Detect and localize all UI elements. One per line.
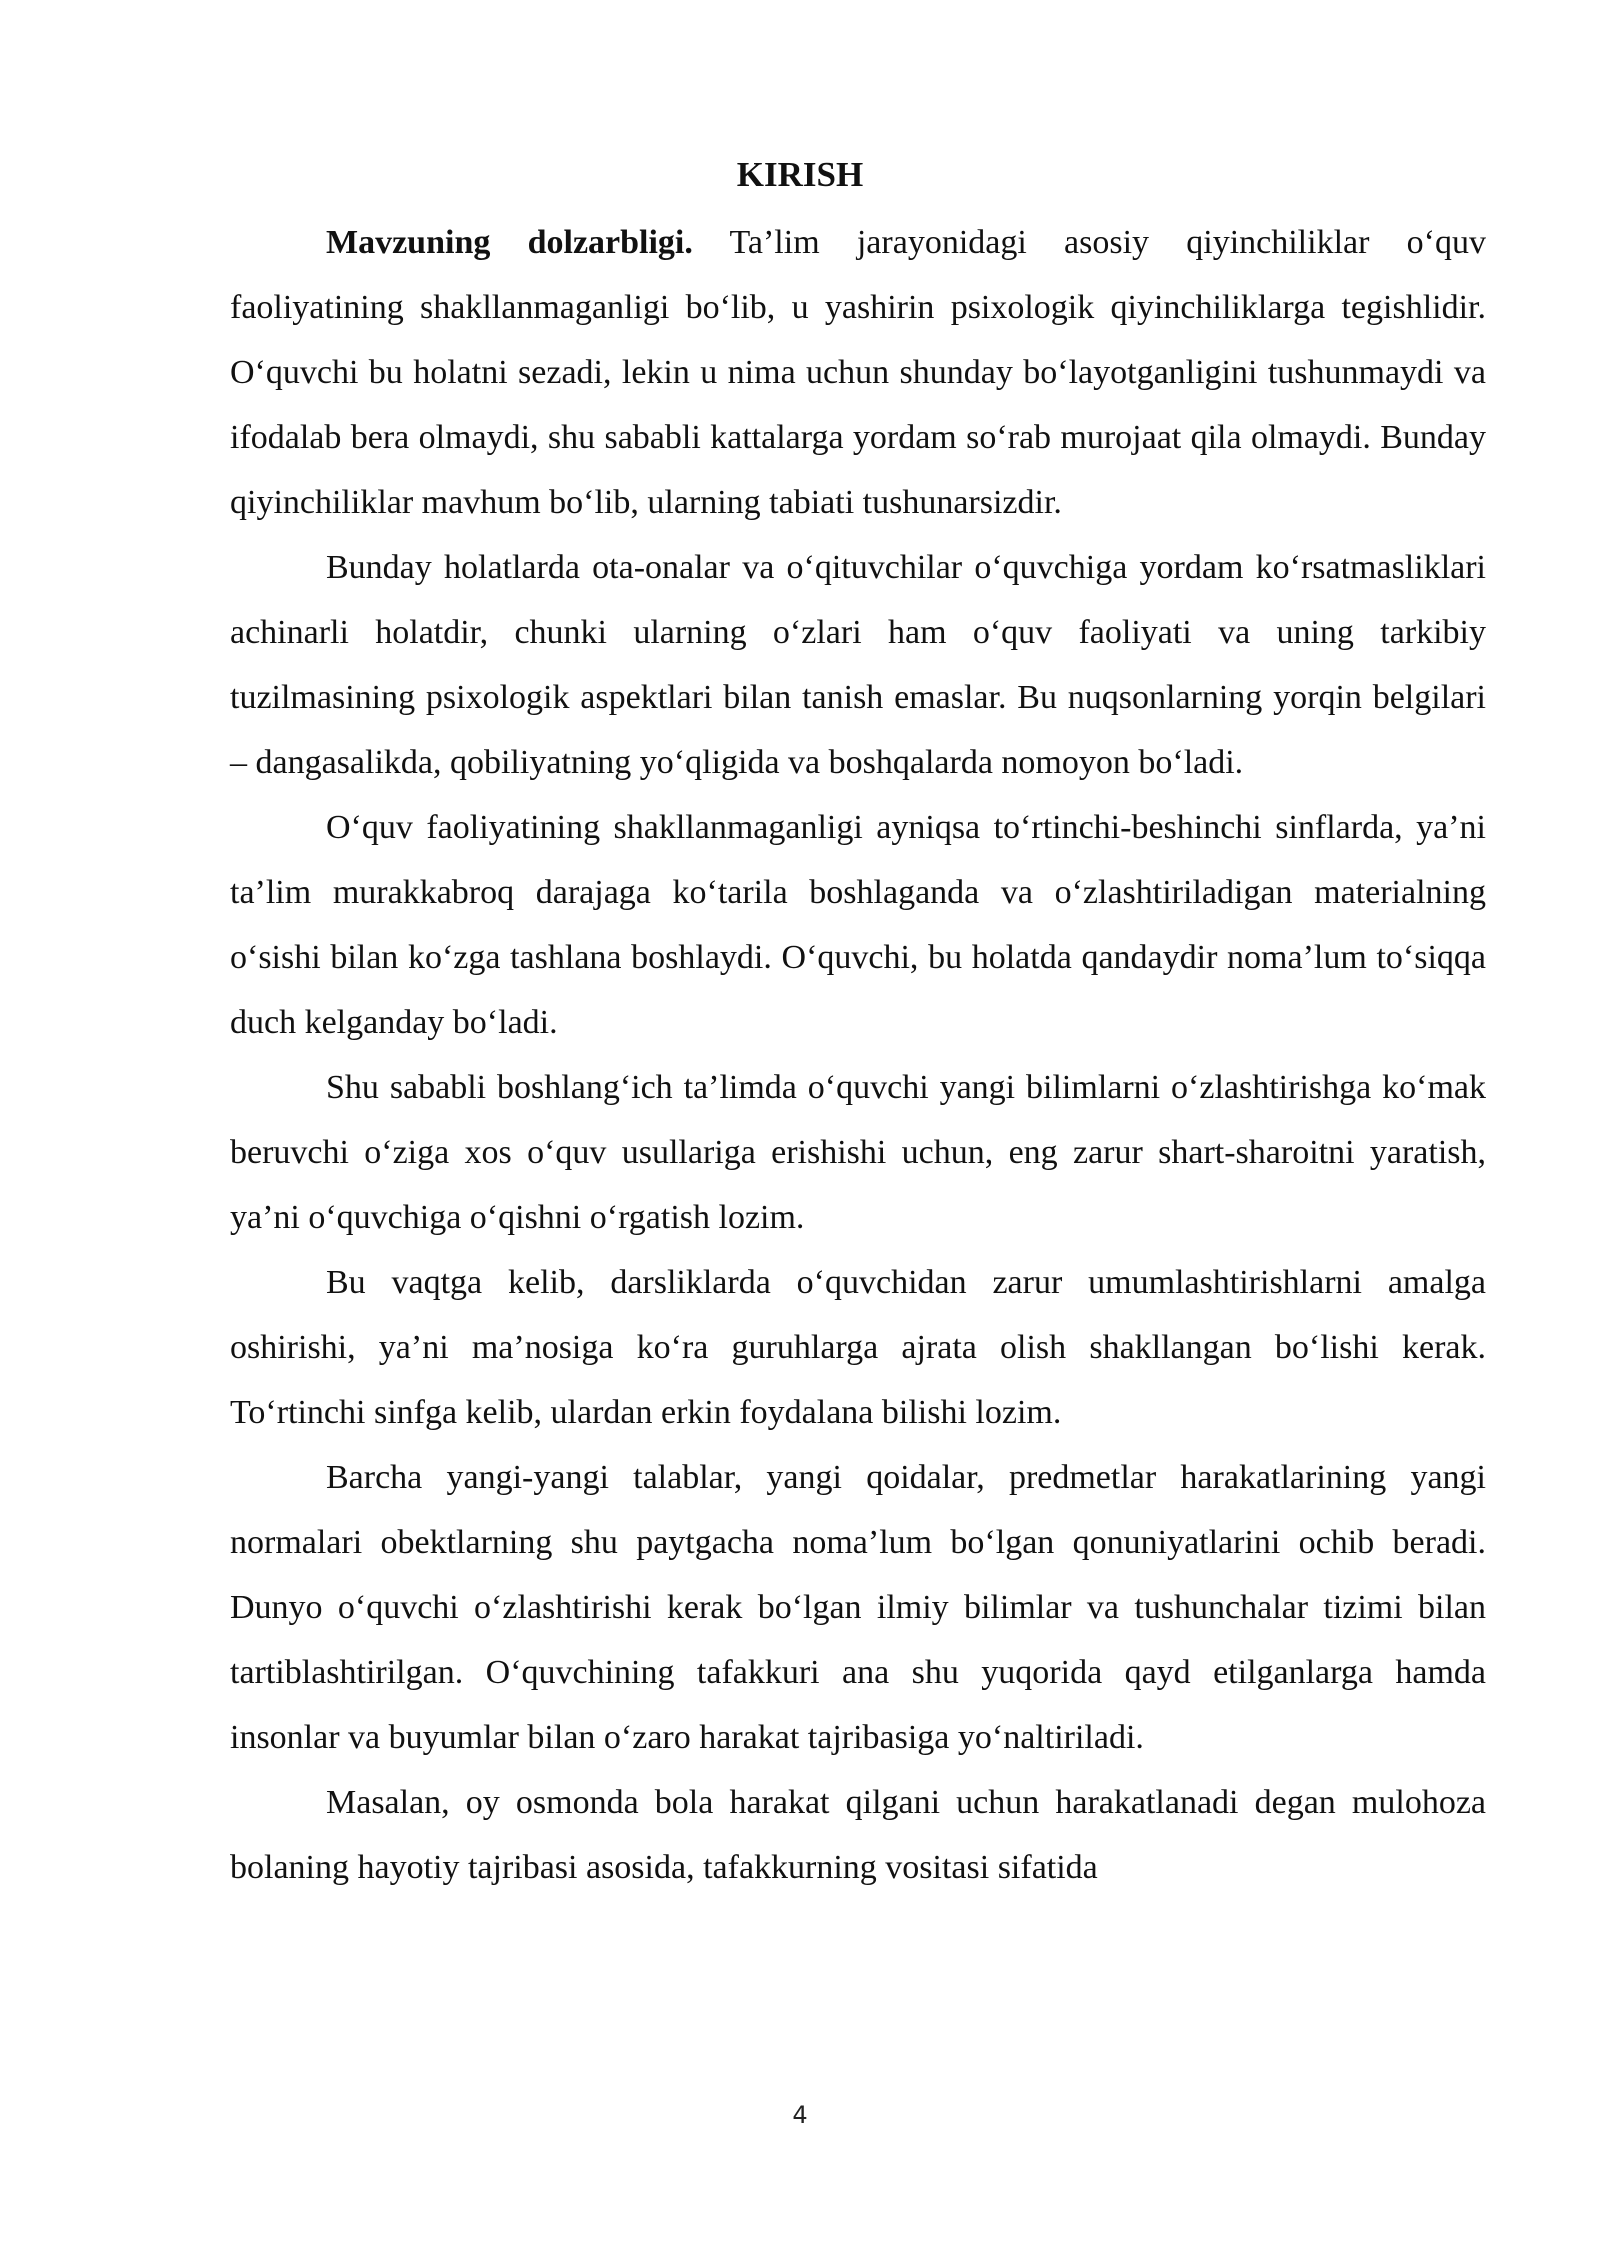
paragraph-text: Ta’lim jarayonidagi asosiy qiyinchiliklar o‘quv faoliyatining shakllanmaganligi bo‘lib, u yashirin psixologik qiyinchiliklarga tegishlidir. O‘quvchi bu holatni sezadi, lekin u nima uchun shunday bo‘layotganligini tushunmaydi va ifodalab bera olmaydi, shu sababli kattalarga yordam so‘rab murojaat qila olmaydi. Bunday qiyinchiliklar mavhum bo‘lib, ularning tabiati tushunarsizdir.: [230, 224, 1486, 521]
page-number: 4: [792, 2101, 808, 2129]
paragraph-6: Barcha yangi-yangi talablar, yangi qoidalar, predmetlar harakatlarining yangi normalari obektlarning shu paytgacha noma’lum bo‘lgan qonuniyatlarini ochib beradi. Dunyo o‘quvchi o‘zlashtirishi kerak bo‘lgan ilmiy bilimlar va tushunchalar tizimi bilan tartiblashtirilgan. O‘quvchining tafakkuri ana shu yuqorida qayd etilganlarga hamda insonlar va buyumlar bilan o‘zaro harakat tajribasiga yo‘naltiriladi.: [230, 1459, 1486, 1756]
paragraph-1: [230, 210, 1486, 535]
paragraph-4: Shu sababli boshlang‘ich ta’limda o‘quvchi yangi bilimlarni o‘zlashtirishga ko‘mak beruvchi o‘ziga xos o‘quv usullariga erishishi uchun, eng zarur shart-sharoitni yaratish, ya’ni o‘quvchiga o‘qishni o‘rgatish lozim.: [230, 1069, 1486, 1236]
page-title: KIRISH: [736, 155, 864, 194]
paragraph-7: Masalan, oy osmonda bola harakat qilgani uchun harakatlanadi degan mulohoza bolaning hayotiy tajribasi asosida, tafakkurning vositasi sifatida: [230, 1784, 1486, 1886]
paragraph-3: O‘quv faoliyatining shakllanmaganligi ayniqsa to‘rtinchi-beshinchi sinflarda, ya’ni ta’lim murakkabroq darajaga ko‘tarila boshlaganda va o‘zlashtiriladigan materialning o‘sishi bilan ko‘zga tashlana boshlaydi. O‘quvchi, bu holatda qandaydir noma’lum to‘siqqa duch kelganday bo‘ladi.: [230, 809, 1486, 1041]
paragraph-2: Bunday holatlarda ota-onalar va o‘qituvchilar o‘quvchiga yordam ko‘rsatmasliklari achinarli holatdir, chunki ularning o‘zlari ham o‘quv faoliyati va uning tarkibiy tuzilmasining psixologik aspektlari bilan tanish emaslar. Bu nuqsonlarning yorqin belgilari – dangasalikda, qobiliyatning yo‘qligida va boshqalarda nomoyon bo‘ladi.: [230, 549, 1486, 781]
paragraph-lead: Mavzuning dolzarbligi.: [326, 224, 693, 261]
document-body: [230, 210, 1486, 1900]
paragraph-5: Bu vaqtga kelib, darsliklarda o‘quvchidan zarur umumlashtirishlarni amalga oshirishi, ya’ni ma’nosiga ko‘ra guruhlarga ajrata olish shakllangan bo‘lishi kerak. To‘rtinchi sinfga kelib, ulardan erkin foydalana bilishi lozim.: [230, 1264, 1486, 1431]
